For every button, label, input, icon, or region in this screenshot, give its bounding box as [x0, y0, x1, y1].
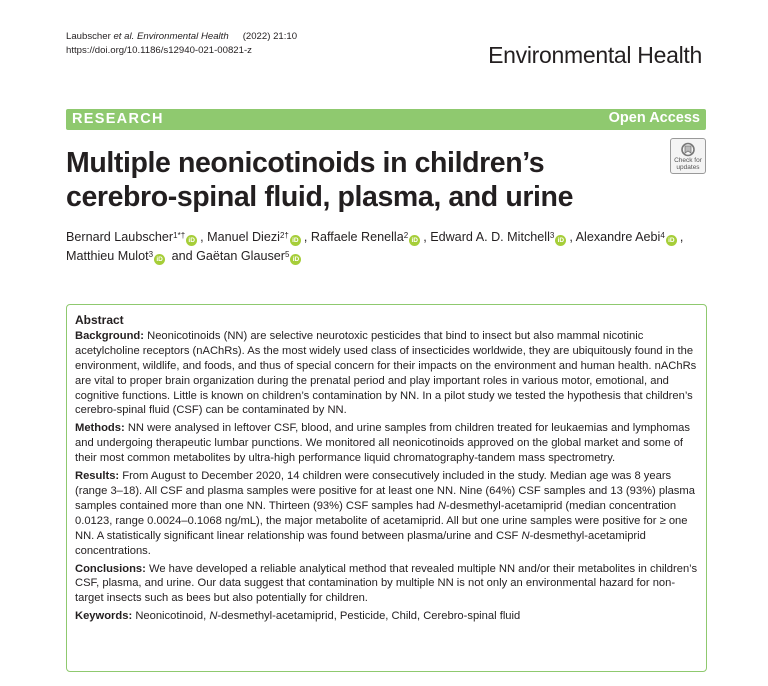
abstract-conclusions: [75, 562, 698, 607]
results-text-3: -desmethyl-acetamiprid concentrations.: [75, 529, 646, 557]
results-text-1: From August to December 2020, 14 children were consecutively included in the study. Median age was 8 years (range 3–18). All CSF and plasma samples were positive for at least one NN. Nine (64%) CSF samples and 13 (93%) plasma samples contained more than one NN. Thirteen (93%) CSF samples had: [75, 470, 695, 512]
keywords-italic: N: [209, 610, 218, 623]
article-title: [66, 146, 626, 214]
orcid-icon[interactable]: iD: [154, 254, 165, 265]
results-italic-2: N: [521, 529, 530, 542]
open-access-label: Open Access: [608, 110, 700, 126]
results-label: Results:: [75, 470, 120, 483]
orcid-icon[interactable]: iD: [666, 235, 677, 246]
methods-label: Methods:: [75, 422, 125, 435]
orcid-icon[interactable]: iD: [290, 235, 301, 246]
author-name: Alexandre Aebi: [575, 230, 661, 244]
author-affiliation: 3: [549, 231, 555, 240]
check-for-updates-button[interactable]: [670, 138, 706, 174]
citation-journal: Environmental Health: [136, 31, 229, 42]
section-label: RESEARCH: [72, 111, 164, 127]
keywords-text-2: -desmethyl-acetamiprid, Pesticide, Child, Cerebro-spinal fluid: [217, 610, 521, 623]
orcid-icon[interactable]: iD: [290, 254, 301, 265]
background-text: Neonicotinoids (NN) are selective neurotoxic pesticides that bind to insect but also mammal nicotinic acetylcholine receptors (nAChRs). As the most widely used class of insecticides worldwide, they are ubiquitously found in the environment, wildlife, and foods, and thus of special concern for their impacts on the environment and human health. nAChRs are vital to proper brain organization during the prenatal period and play important roles in various motor, emotional, and cognitive functions. Little is known on children’s contamination by NN. In a pilot study we tested the hypothesis that children’s cerebro-spinal fluid (CSF) can be contaminated by NN.: [75, 329, 697, 417]
keywords-label: Keywords:: [75, 610, 133, 623]
author-affiliation: 3: [148, 250, 154, 259]
author-name: Gaëtan Glauser: [196, 249, 285, 263]
title-line-1: Multiple neonicotinoids in children’s: [66, 147, 545, 179]
orcid-icon[interactable]: iD: [555, 235, 566, 246]
title-line-2: cerebro-spinal fluid, plasma, and urine: [66, 181, 574, 213]
background-label: Background:: [75, 329, 144, 342]
abstract-keywords: [75, 609, 698, 624]
orcid-icon[interactable]: iD: [409, 235, 420, 246]
author-affiliation: 1*†: [173, 231, 186, 240]
check-updates-line1: Check for: [674, 157, 702, 164]
citation-etal: et al.: [113, 31, 135, 42]
abstract-methods: [75, 421, 698, 466]
author-name: Edward A. D. Mitchell: [430, 230, 550, 244]
citation-line: [66, 30, 297, 44]
author-affiliation: 4: [660, 231, 665, 240]
citation-year: (2022) 21:10: [242, 31, 298, 42]
bookmark-refresh-icon: [680, 142, 696, 157]
check-updates-line2: updates: [676, 164, 700, 171]
author-list: Bernard Laubscher$^{1*\dagger}$iD , Manuel Diezi$^{2\dagger}$iD , Raffaele Renella$^2$iD , Edward A. D. Mitchell$^3$iD , Alexandre Aebi$^4$iD , Matthieu Mulot$^3$iD and Gaëtan Glauser$^5$iD: [66, 230, 684, 263]
abstract-box: [66, 304, 707, 672]
results-text-2: -desmethyl-acetamiprid (median concentration 0.0123, range 0.0024–0.1068 ng/mL), the major metabolite of acetamiprid. All but one urine samples were positive for ≥ one NN. A statistically significant linear relationship was found between plasma/urine and CSF: [75, 499, 688, 542]
author-name: Bernard Laubscher: [66, 230, 174, 244]
results-italic-1: N: [437, 499, 447, 512]
citation-block: [66, 30, 297, 58]
authors-conjunction: and: [171, 249, 193, 263]
doi-link[interactable]: https://doi.org/10.1186/s12940-021-00821-z: [66, 45, 252, 56]
methods-text: NN were analysed in leftover CSF, blood, and urine samples from children treated for leukaemias and lymphomas and undergoing therapeutic lumbar punctions. We monitored all neonicotinoids approved on the global market and some of their most common metabolites by ultra-high performance liquid chromatography-tandem mass spectrometry.: [75, 422, 690, 465]
section-banner: [66, 109, 706, 130]
author-affiliation: 2: [403, 231, 409, 240]
author-name: Raffaele Renella: [310, 230, 404, 244]
author-name: Matthieu Mulot: [66, 249, 149, 263]
conclusions-label: Conclusions:: [75, 562, 146, 575]
author-affiliation: 5: [285, 250, 290, 259]
author-affiliation: 2†: [279, 231, 289, 240]
citation-author: Laubscher: [66, 31, 114, 42]
conclusions-text: We have developed a reliable analytical method that revealed multiple NN and/or their metabolites in children’s CSF, plasma, and urine. Our data suggest that contamination by multiple NN is not only an environmental hazard for non-target insects such as bees but also potentially for children.: [75, 562, 698, 605]
abstract-results: [75, 469, 698, 558]
abstract-heading: Abstract: [75, 313, 124, 327]
author-name: Manuel Diezi: [207, 230, 280, 244]
journal-logo-text: Environmental Health: [488, 42, 702, 68]
keywords-text-1: Neonicotinoid,: [135, 610, 210, 623]
orcid-icon[interactable]: iD: [186, 235, 197, 246]
abstract-background: [75, 329, 698, 418]
